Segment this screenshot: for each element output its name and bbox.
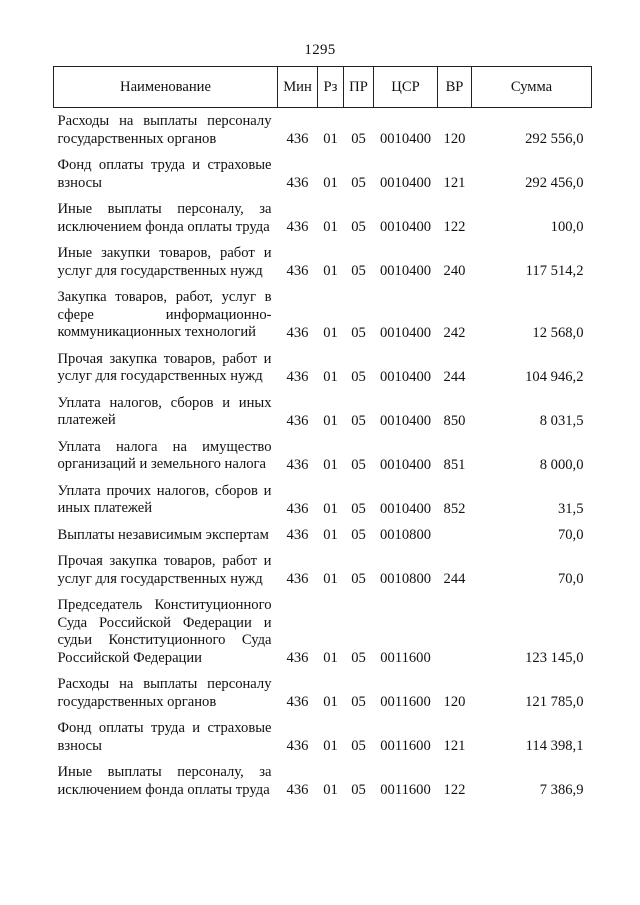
table-header <box>54 67 592 108</box>
row-vr: 242 <box>443 324 466 341</box>
header-pr: ПР <box>344 67 374 108</box>
row-pr: 05 <box>351 694 366 710</box>
header-name: Наименование <box>54 67 278 108</box>
row-min: 436 <box>286 500 309 517</box>
row-sum: 104 946,2 <box>525 368 584 385</box>
row-vr: 122 <box>443 219 466 235</box>
row-pr: 05 <box>351 219 366 235</box>
row-vr: 121 <box>443 738 466 754</box>
row-name: Прочая закупка товаров, работ и услуг для государственных нужд <box>57 553 272 587</box>
row-rz: 01 <box>323 324 338 341</box>
table-body <box>54 108 592 804</box>
row-rz: 01 <box>323 738 338 754</box>
row-csr: 0010400 <box>379 368 432 385</box>
row-sum: 7 386,9 <box>539 782 584 798</box>
row-min: 436 <box>286 456 309 473</box>
row-vr: 850 <box>443 412 466 429</box>
row-pr: 05 <box>351 131 366 147</box>
budget-table <box>53 66 592 803</box>
row-min: 436 <box>286 324 309 341</box>
row-csr: 0011600 <box>380 650 431 666</box>
row-pr: 05 <box>351 324 366 341</box>
row-sum: 70,0 <box>557 571 584 587</box>
row-vr <box>438 592 472 671</box>
row-csr: 0011600 <box>380 782 431 798</box>
row-sum: 292 556,0 <box>525 131 584 147</box>
table-row <box>54 284 592 346</box>
row-csr: 0010400 <box>379 131 432 147</box>
row-sum: 123 145,0 <box>525 650 584 666</box>
row-name: Выплаты независимым экспертам <box>57 526 269 543</box>
row-pr: 05 <box>351 412 366 429</box>
row-csr: 0010400 <box>379 412 432 429</box>
row-name: Иные выплаты персоналу, за исключением фонда оплаты труда <box>57 764 272 798</box>
table-row <box>54 108 592 153</box>
table-row <box>54 522 592 549</box>
row-name: Уплата налога на имущество организаций и земельного налога <box>57 438 272 472</box>
row-csr: 0010400 <box>379 175 432 191</box>
table-row <box>54 152 592 196</box>
row-pr: 05 <box>351 263 366 279</box>
row-min: 436 <box>286 175 309 191</box>
row-name: Уплата прочих налогов, сборов и иных платежей <box>57 482 272 516</box>
header-rz: Рз <box>318 67 344 108</box>
header-min: Мин <box>278 67 318 108</box>
table-row <box>54 346 592 390</box>
row-pr: 05 <box>351 500 366 517</box>
row-rz: 01 <box>323 368 338 385</box>
row-name: Председатель Конституционного Суда Российской Федерации и судьи Конституционного Суда Российской Федерации <box>57 597 272 666</box>
header-sum: Сумма <box>472 67 592 108</box>
row-sum: 121 785,0 <box>525 694 584 710</box>
row-sum: 292 456,0 <box>525 175 584 191</box>
row-sum: 114 398,1 <box>525 738 584 754</box>
row-vr: 244 <box>443 368 466 385</box>
row-min: 436 <box>286 650 309 666</box>
row-pr: 05 <box>351 175 366 191</box>
row-min: 436 <box>286 263 309 279</box>
row-vr <box>438 522 472 549</box>
row-min: 436 <box>286 527 309 543</box>
row-rz: 01 <box>323 500 338 517</box>
row-sum: 70,0 <box>557 527 584 543</box>
row-csr: 0010400 <box>379 500 432 517</box>
row-pr: 05 <box>351 368 366 385</box>
row-pr: 05 <box>351 527 366 543</box>
table-row <box>54 434 592 478</box>
row-name: Фонд оплаты труда и страховые взносы <box>57 157 272 191</box>
table-row <box>54 671 592 715</box>
row-pr: 05 <box>351 782 366 798</box>
table-row <box>54 240 592 284</box>
row-rz: 01 <box>323 527 338 543</box>
row-csr: 0010400 <box>379 456 432 473</box>
row-vr: 851 <box>443 456 466 473</box>
row-rz: 01 <box>323 694 338 710</box>
row-name: Расходы на выплаты персоналу государственных органов <box>57 676 272 710</box>
table-row <box>54 592 592 671</box>
row-pr: 05 <box>351 650 366 666</box>
row-csr: 0010400 <box>379 219 432 235</box>
row-min: 436 <box>286 412 309 429</box>
row-rz: 01 <box>323 782 338 798</box>
row-vr: 121 <box>443 175 466 191</box>
row-min: 436 <box>286 782 309 798</box>
row-sum: 12 568,0 <box>532 324 584 341</box>
row-csr: 0011600 <box>380 694 431 710</box>
row-min: 436 <box>286 571 309 587</box>
row-vr: 240 <box>443 263 466 279</box>
table-row <box>54 196 592 240</box>
row-name: Прочая закупка товаров, работ и услуг для государственных нужд <box>57 350 272 384</box>
row-rz: 01 <box>323 263 338 279</box>
row-csr: 0010800 <box>379 527 432 543</box>
table-row <box>54 548 592 592</box>
row-min: 436 <box>286 219 309 235</box>
row-vr: 120 <box>443 694 466 710</box>
row-sum: 31,5 <box>557 500 584 517</box>
row-sum: 117 514,2 <box>525 263 584 279</box>
row-pr: 05 <box>351 571 366 587</box>
row-name: Иные выплаты персоналу, за исключением фонда оплаты труда <box>57 201 272 235</box>
header-vr: ВР <box>438 67 472 108</box>
row-csr: 0010800 <box>379 571 432 587</box>
table-row <box>54 715 592 759</box>
row-min: 436 <box>286 738 309 754</box>
table-row <box>54 478 592 522</box>
row-name: Закупка товаров, работ, услуг в сфере информационно-коммуникационных технологий <box>57 289 272 340</box>
row-min: 436 <box>286 694 309 710</box>
row-sum: 8 000,0 <box>539 456 584 473</box>
row-min: 436 <box>286 368 309 385</box>
row-name: Фонд оплаты труда и страховые взносы <box>57 720 272 754</box>
row-pr: 05 <box>351 456 366 473</box>
row-rz: 01 <box>323 219 338 235</box>
row-min: 436 <box>286 131 309 147</box>
row-rz: 01 <box>323 131 338 147</box>
row-rz: 01 <box>323 456 338 473</box>
row-name: Уплата налогов, сборов и иных платежей <box>57 394 272 428</box>
row-rz: 01 <box>323 412 338 429</box>
table-row <box>54 759 592 803</box>
page-number: 1295 <box>304 42 336 58</box>
row-rz: 01 <box>323 650 338 666</box>
row-csr: 0011600 <box>380 738 431 754</box>
row-vr: 120 <box>443 131 466 147</box>
row-sum: 100,0 <box>550 219 584 235</box>
row-name: Расходы на выплаты персоналу государственных органов <box>57 113 272 147</box>
row-csr: 0010400 <box>379 263 432 279</box>
header-csr: ЦСР <box>374 67 438 108</box>
row-rz: 01 <box>323 175 338 191</box>
row-vr: 122 <box>443 782 466 798</box>
row-csr: 0010400 <box>379 324 432 341</box>
row-vr: 852 <box>443 500 466 517</box>
table-row <box>54 390 592 434</box>
row-sum: 8 031,5 <box>539 412 584 429</box>
row-name: Иные закупки товаров, работ и услуг для государственных нужд <box>57 245 272 279</box>
row-pr: 05 <box>351 738 366 754</box>
row-vr: 244 <box>443 571 466 587</box>
row-rz: 01 <box>323 571 338 587</box>
